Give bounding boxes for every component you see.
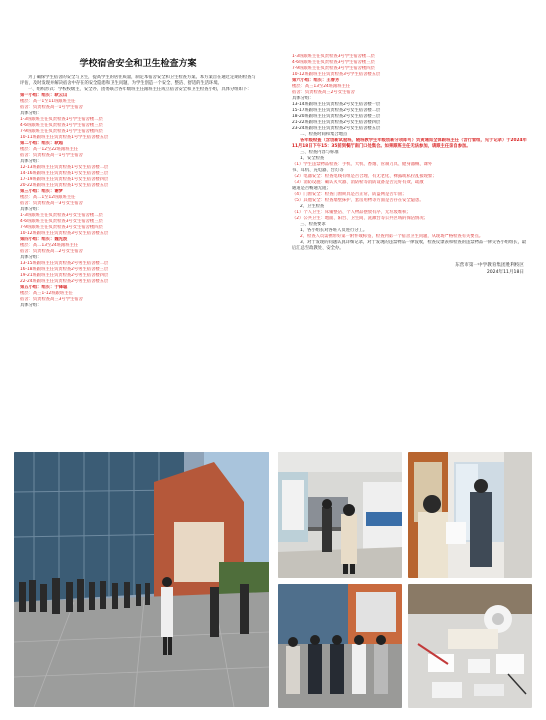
doc-line: 17-19班跟班主任负责检查1号女生宿舍楼四层 [20, 177, 109, 182]
doc-line: 具体分组： [20, 255, 42, 260]
group-list-right [292, 54, 528, 138]
doc-line: 4-6班跟班主任负责检查1号学生宿舍楼三层 [20, 123, 103, 128]
doc-line: 15-17班跟班主任负责检查2号女生宿舍楼二层 [292, 108, 381, 113]
doc-line: 7-9班跟班主任负责检查3号学生宿舍楼四层 [292, 66, 375, 71]
doc-line: 1、安全检查 [300, 156, 325, 161]
doc-line: 10-11班跟班主任负责检查1号学生宿舍楼五层 [20, 135, 109, 140]
document-page-right [280, 44, 538, 396]
doc-line: 具体分组： [20, 111, 42, 116]
doc-line: 4-6班跟班主任负责检查3号女生宿舍楼三层 [20, 219, 103, 224]
doc-line: 通道是否畅通无阻； [292, 186, 331, 191]
signature-school: 东营市第一中学教育集团胜利校区 [455, 263, 524, 268]
doc-line: 楼层：高二1至12班跟班主任 [20, 195, 76, 200]
doc-line: 书、耳机、充电器、台灯等 [292, 168, 344, 173]
signature-date: 2024年11月18日 [486, 270, 524, 275]
assembly-notice: 各年级检查（含创新试验班，随班教学生年级创新分项即可）负责通知全体跟班主任（含行管组，见于记录）于2024年11月18日下午15：35前到餐厅南门口处集合。如果跟班主任无法参加，请跟主任亲自参加。 [292, 138, 527, 149]
requirement-2: 2、检查人员需携带好第一附件或标签，检查到第一个宿舍卫生问题，从现场严格检查有关要点。 [300, 234, 484, 239]
document-body-right [280, 44, 538, 252]
doc-line: （5）其他安全：检查墙壁抹护、套房用物等方面是否存在安全隐患。 [292, 198, 424, 203]
doc-line: 23-24班跟班主任负责检查2号女生宿舍楼五层 [292, 126, 381, 131]
signature-block [280, 262, 538, 276]
doc-line: 18-20班跟班主任负责检查2号女生宿舍楼三层 [292, 114, 381, 119]
doc-line: 1-3班跟班主任负责检查3号学生宿舍楼二层 [292, 54, 375, 59]
doc-line: 第一小组：组长：耿云山 [20, 93, 68, 98]
doc-line: 宿舍：负责检查高二2号女生宿舍 [20, 249, 83, 254]
doc-line: 宿舍：负责检查高一3号女生宿舍 [20, 201, 83, 206]
doc-line: 7-9班跟班主任负责检查1号学生宿舍楼四层 [20, 129, 103, 134]
doc-line: 楼层：高一12至22班跟班主任 [20, 147, 79, 152]
doc-line: 10-12班跟班主任负责检查3号学生宿舍楼五层 [292, 72, 381, 77]
group-list-left [20, 93, 258, 309]
doc-line: 第六小组：组长：王春芳 [292, 78, 340, 83]
document-title: 学校宿舍安全和卫生检查方案 [79, 59, 197, 69]
doc-line: 楼层：高三1-12班跟班主任 [20, 291, 73, 296]
doc-line: （1）个人卫生：床铺整洁、个人物品摆放有序、无垃圾堆积； [292, 210, 411, 215]
document-page-left [8, 44, 268, 396]
intro-paragraph: 为了确保学生宿舍的安全与卫生，提高学生的居住质量，制定本宿舍安全和卫生检查方案。本方案旨在通过定期的检查与评估，及时发现并解决宿舍中存在的安全隐患和卫生问题，为学生创造一个安全、整洁、舒适的生活环境。 [20, 75, 256, 86]
doc-line: 楼层：高二13至24班跟班主任 [20, 243, 79, 248]
doc-line: （4）门窗安全：检查门窗锁具是否正常，防盗网是否牢固； [292, 192, 407, 197]
photo-assembly-plaza [14, 452, 269, 707]
doc-line: 12-13班跟班主任负责检查1号女生宿舍楼二层 [20, 165, 109, 170]
doc-line: 宿舍：负责检查高三3号学生宿舍 [20, 297, 83, 302]
doc-line: 楼层：高三13至24班跟班主任 [292, 84, 351, 89]
doc-line: 第五小组：组长：于锋聪 [20, 285, 68, 290]
doc-line: 1-3班跟班主任负责检查1号学生宿舍楼二层 [20, 117, 103, 122]
doc-line: 4-6班跟班主任负责检查3号学生宿舍楼三层 [292, 60, 375, 65]
photo-window-inspection [408, 452, 532, 578]
doc-line: 第四小组：组长：魏先波 [20, 237, 68, 242]
doc-line: 宿舍：负责检查高一1号学生宿舍 [20, 105, 83, 110]
doc-line: 10-12班跟班主任负责检查3号女生宿舍楼五层 [20, 231, 109, 236]
doc-line: 22-24班跟班主任负责检查2号男生宿舍楼五层 [20, 279, 109, 284]
doc-line: 13-15班跟班主任负责检查2号男生宿舍楼二层 [20, 261, 109, 266]
doc-line: 具体分组： [20, 303, 42, 308]
doc-line: 20-22班跟班主任负责检查1号女生宿舍楼五层 [20, 183, 109, 188]
doc-line: （3）消防设施：确认灭火器、消防栓等消防设备是否完好有效，疏散 [292, 180, 424, 185]
doc-line: 2、卫生检查 [300, 204, 325, 209]
doc-line: 具体分组： [292, 96, 314, 101]
doc-line: 第三小组：组长：谢梦 [20, 189, 63, 194]
doc-line: 楼层：高一1至11班跟班主任 [20, 99, 76, 104]
doc-line: 宿舍：负责检查高一1号学生宿舍 [20, 153, 83, 158]
requirement-3: 3、对于发现的问题认真详细记录，对于发现的违禁物品一律没收，检查反馈表和检查的违禁物品一律交各小组组长，最后汇总至政教处、安全办。 [292, 240, 527, 251]
doc-line: 三、检查内容与标准 [300, 150, 339, 155]
doc-line: 19-21班跟班主任负责检查2号男生宿舍楼四层 [20, 273, 109, 278]
inspection-standards [292, 150, 528, 234]
document-body-left [8, 75, 268, 309]
doc-line: 14-16班跟班主任负责检查1号女生宿舍楼三层 [20, 171, 109, 176]
section-organization: 一、组织形式：学校校级主、安全办、团委联合各年级班主任跟班主任成立宿舍安全和卫生检查小组，具体分组如下： [28, 87, 252, 92]
doc-line: 具体分组： [20, 159, 42, 164]
doc-line: 16-18班跟班主任负责检查2号男生宿舍楼三层 [20, 267, 109, 272]
doc-line: 第二小组：组长：耿超 [20, 141, 63, 146]
doc-line: （2）电器安全：检查电线有组是否合理、有无老化、裸露或私拉乱接现象； [292, 174, 437, 179]
doc-line: （2）公共卫生：地面、阳台、卫生间、洗漱台等公共区域的保洁情况； [292, 216, 428, 221]
doc-line: 7-9班跟班主任负责检查3号女生宿舍楼四层 [20, 225, 103, 230]
doc-line: 二、检查时间和集合地点 [300, 132, 348, 137]
doc-line: （1）学生违禁物品检查：手机、大机、香烟、管制刀具、健身器械、课外 [292, 162, 433, 167]
doc-line: 1-3班跟班主任负责检查3号女生宿舍楼二层 [20, 213, 103, 218]
doc-line: 21-22班跟班主任负责检查2号女生宿舍楼四层 [292, 120, 381, 125]
photo-dorm-room-inspection [278, 452, 402, 578]
photo-confiscated-items [408, 584, 532, 708]
photo-group-inspectors [278, 584, 402, 708]
doc-line: 宿舍：负责检查高三2号女生宿舍 [292, 90, 355, 95]
doc-line: 具体分组： [20, 207, 42, 212]
doc-line: 13-14班跟班主任负责检查2号女生宿舍楼一层 [292, 102, 381, 107]
doc-line: 三、检查要求 [300, 222, 326, 227]
doc-line: 1、各小组长对各班人员进行分工。 [300, 228, 368, 233]
